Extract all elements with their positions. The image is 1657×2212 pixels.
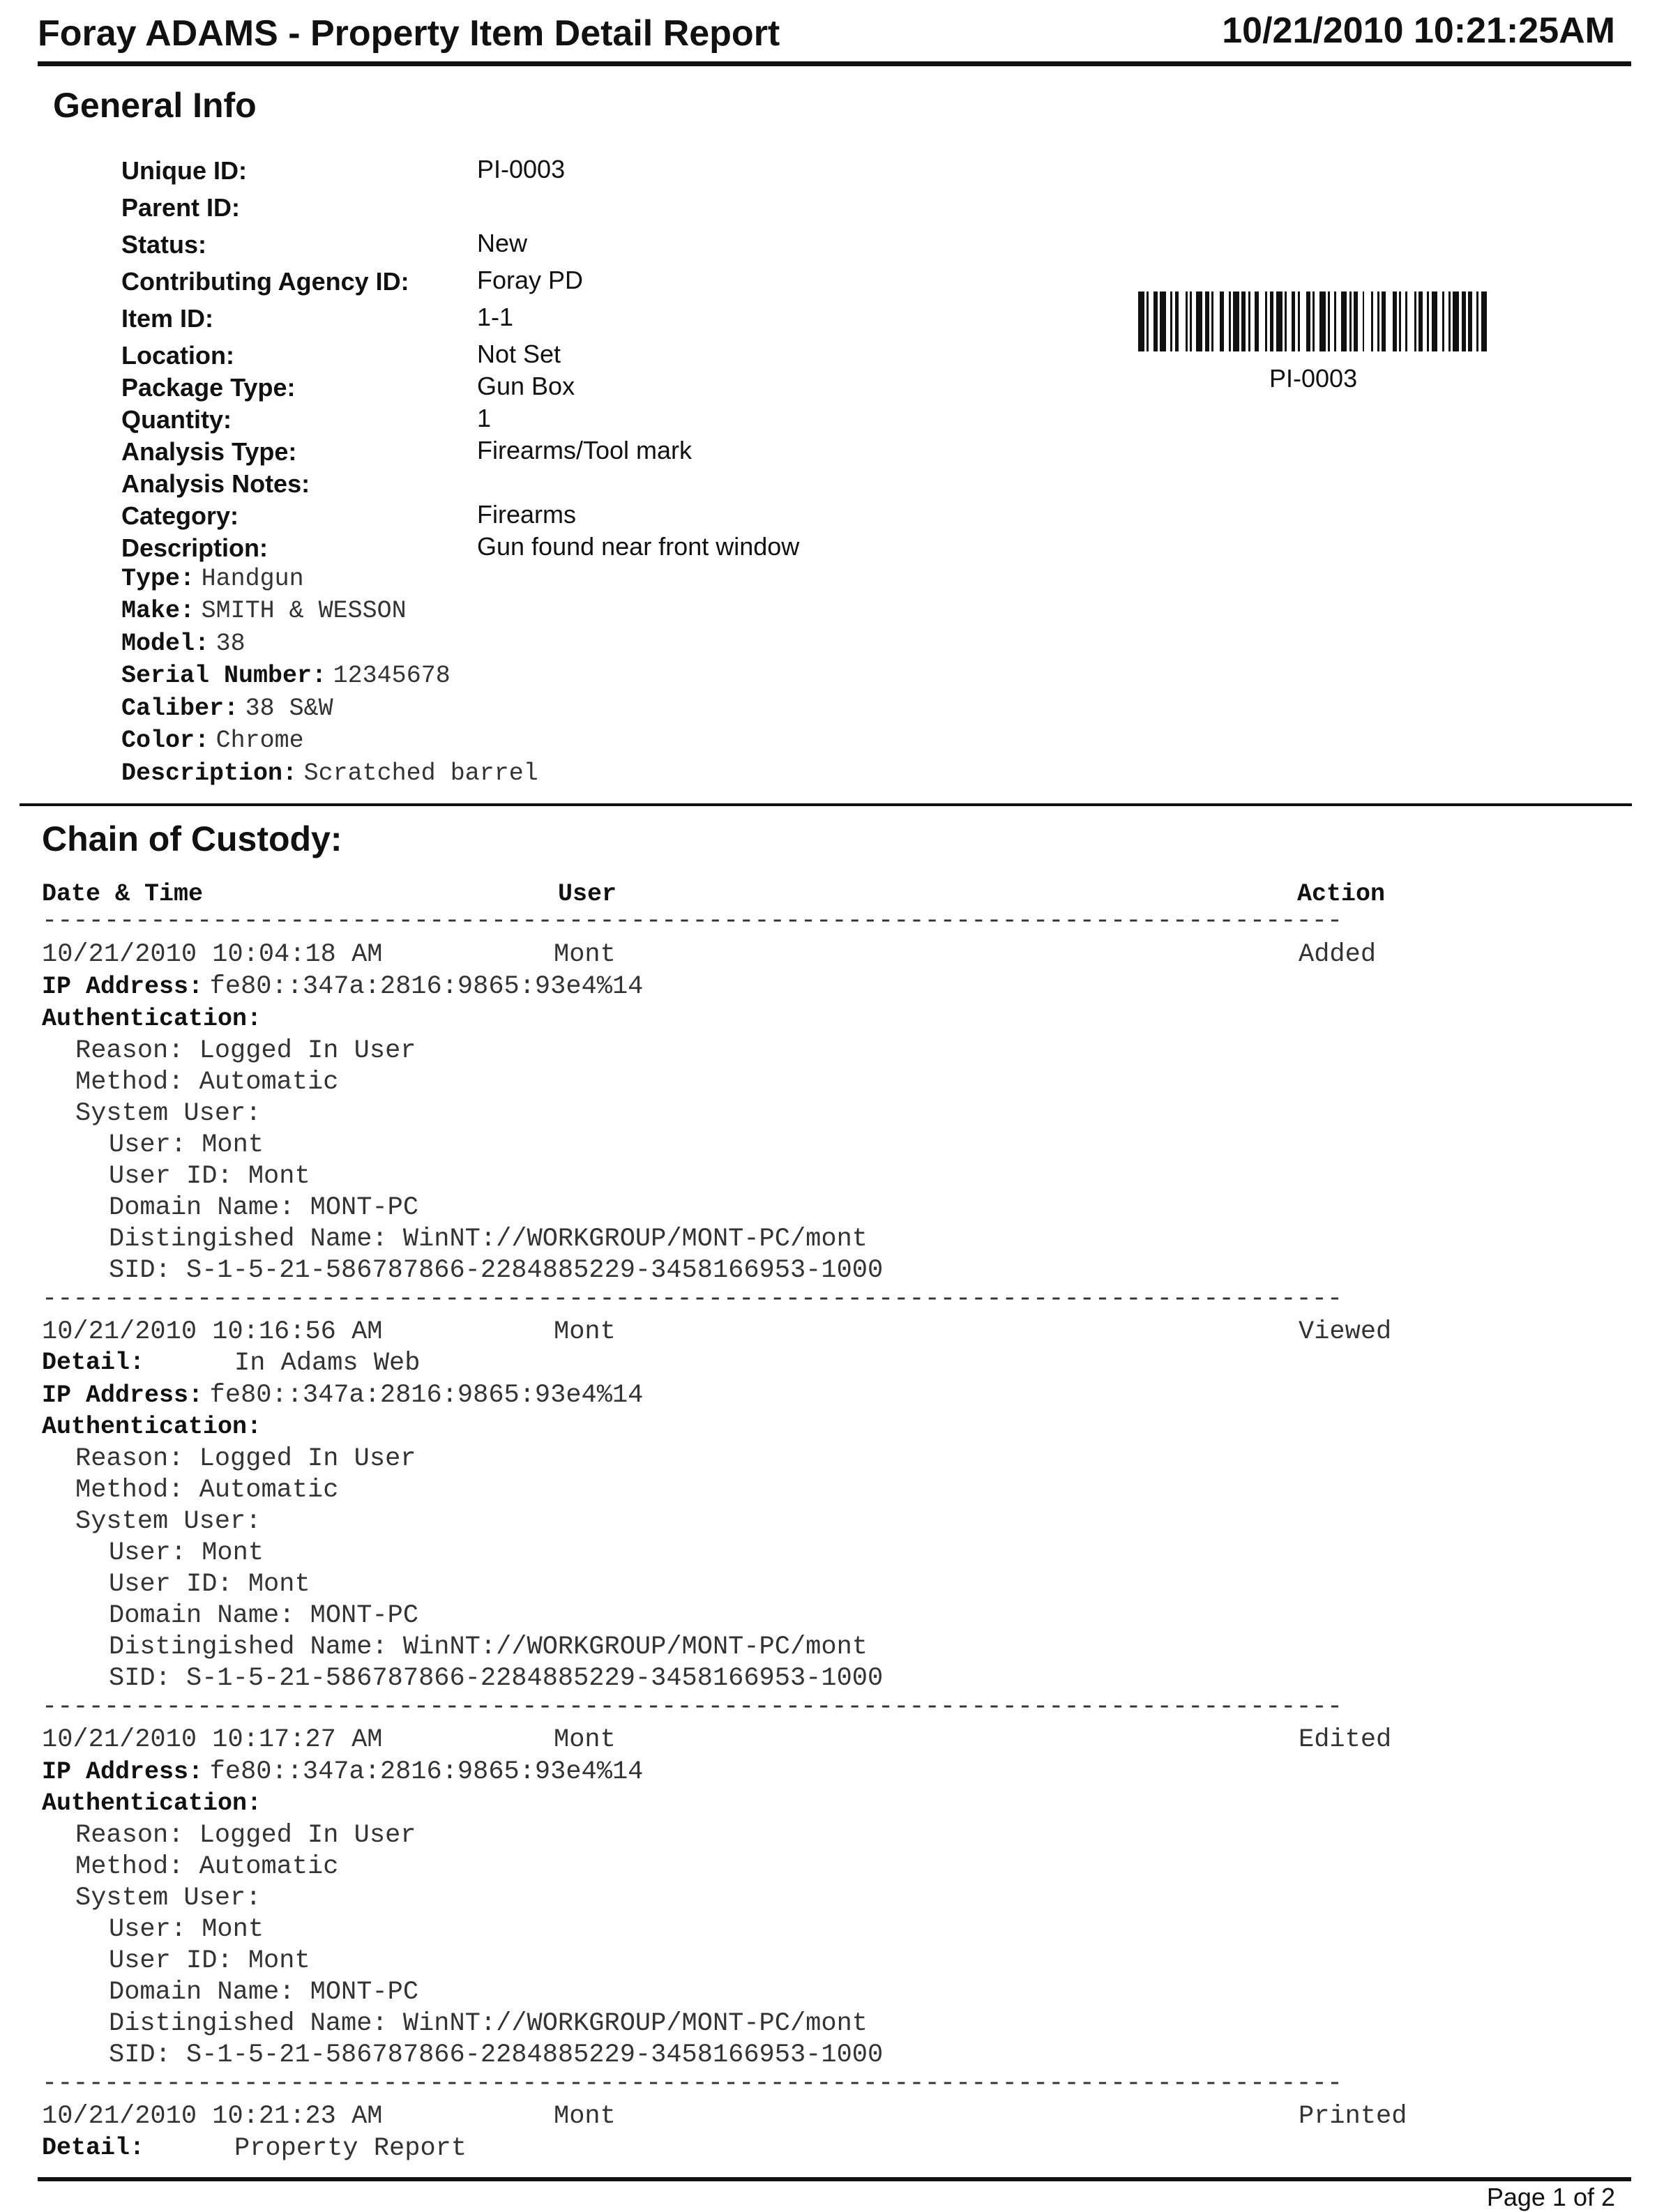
entry-auth-label: Authentication: [42, 1005, 262, 1033]
entry-su-domain: Domain Name: MONT-PC [109, 1978, 419, 2007]
attr-serial-number: Serial Number: 12345678 [121, 662, 451, 690]
entry-action: Viewed [1299, 1317, 1392, 1347]
field-value-package-type: Gun Box [477, 372, 575, 400]
field-label-package-type: Package Type: [121, 373, 296, 402]
barcode-bar [1334, 291, 1336, 351]
entry-auth-reason: Reason: Logged In User [75, 1821, 416, 1850]
field-label-analysis-notes: Analysis Notes: [121, 469, 310, 498]
attr-model: Model: 38 [121, 630, 245, 658]
barcode-bar [1211, 291, 1213, 351]
field-value-status: New [477, 229, 528, 257]
barcode-bar [1349, 291, 1352, 351]
entry-detail: Detail: Property Report [42, 2134, 467, 2163]
chain-of-custody-title: Chain of Custody: [42, 819, 342, 858]
entry-user: Mont [554, 1725, 616, 1755]
barcode-label: PI-0003 [1269, 364, 1358, 393]
attr-type: Type: Handgun [121, 565, 304, 593]
col-header-datetime: Date & Time [42, 880, 204, 908]
barcode-bar [1147, 291, 1149, 351]
field-label-parent-id: Parent ID: [121, 193, 241, 222]
entry-system-user: System User: [75, 1507, 262, 1536]
barcode-bar [1377, 291, 1379, 351]
entry-su-dn: Distingished Name: WinNT://WORKGROUP/MONT-PC/mont [109, 1225, 868, 1254]
entry-su-dn: Distingished Name: WinNT://WORKGROUP/MONT-PC/mont [109, 1633, 868, 1662]
entry-auth-reason: Reason: Logged In User [75, 1444, 416, 1474]
barcode-bar [1255, 291, 1259, 351]
field-value-item-id: 1-1 [477, 303, 514, 331]
section-rule [20, 803, 1632, 806]
field-label-location: Location: [121, 341, 234, 370]
entry-auth-label: Authentication: [42, 1413, 262, 1441]
barcode-bar [1229, 291, 1231, 351]
barcode-bar [1241, 291, 1246, 351]
entry-auth-label: Authentication: [42, 1789, 262, 1817]
entry-su-user-id: User ID: Mont [109, 1946, 310, 1976]
entry-action: Added [1299, 940, 1377, 969]
field-value-unique-id: PI-0003 [477, 155, 566, 183]
field-label-quantity: Quantity: [121, 405, 232, 434]
entry-auth-method: Method: Automatic [75, 1476, 339, 1505]
field-label-category: Category: [121, 501, 239, 530]
attr-color: Color: Chrome [121, 727, 304, 755]
entry-system-user: System User: [75, 1884, 262, 1913]
entry-datetime: 10/21/2010 10:17:27 AM [42, 1725, 383, 1755]
entry-su-sid: SID: S-1-5-21-586787866-2284885229-3458166953-1000 [109, 2040, 884, 2070]
barcode-bar [1341, 291, 1347, 351]
entry-su-user-id: User ID: Mont [109, 1570, 310, 1599]
barcode-bar [1138, 291, 1144, 351]
barcode-bar [1312, 291, 1315, 351]
entry-action: Printed [1299, 2102, 1407, 2131]
barcode-bar [1399, 291, 1401, 351]
barcode-bar [1453, 291, 1459, 351]
entry-datetime: 10/21/2010 10:04:18 AM [42, 940, 383, 969]
attr-caliber: Caliber: 38 S&W [121, 695, 333, 722]
barcode-bar [1196, 291, 1202, 351]
entry-su-user: User: Mont [109, 1538, 264, 1568]
barcode-bar [1248, 291, 1250, 351]
report-datetime: 10/21/2010 10:21:25AM [1222, 10, 1615, 51]
col-header-action: Action [1297, 880, 1386, 908]
barcode-bar [1175, 291, 1179, 351]
entry-system-user: System User: [75, 1099, 262, 1128]
barcode-bar [1476, 291, 1478, 351]
entry-su-domain: Domain Name: MONT-PC [109, 1193, 419, 1222]
barcode-bar [1442, 291, 1444, 351]
entry-detail: Detail: In Adams Web [42, 1349, 421, 1378]
field-label-contributing-agency: Contributing Agency ID: [121, 267, 409, 296]
entry-user: Mont [554, 1317, 616, 1347]
barcode-bar [1382, 291, 1386, 351]
entry-su-user: User: Mont [109, 1915, 264, 1944]
footer-rule [38, 2177, 1631, 2181]
barcode-bar [1481, 291, 1488, 351]
barcode-bar [1190, 291, 1192, 351]
barcode-bar [1265, 291, 1267, 351]
general-info-title: General Info [53, 86, 257, 125]
entry-auth-method: Method: Automatic [75, 1068, 339, 1097]
separator-line: ------------------------------------------------------------------------------------ [42, 2069, 1343, 2098]
barcode-bar [1319, 291, 1326, 351]
barcode-bar [1160, 291, 1166, 351]
barcode-bar [1205, 291, 1209, 351]
barcode-bar [1220, 291, 1224, 351]
barcode-bar [1405, 291, 1407, 351]
attr-description: Description: Scratched barrel [121, 759, 538, 787]
separator-line: ------------------------------------------------------------------------------------ [42, 1285, 1343, 1314]
field-value-location: Not Set [477, 340, 561, 368]
col-header-user: User [558, 880, 617, 908]
barcode-image [1138, 291, 1490, 351]
barcode-bar [1298, 291, 1300, 351]
barcode-bar [1393, 291, 1397, 351]
report-title: Foray ADAMS - Property Item Detail Report [38, 13, 780, 54]
field-label-unique-id: Unique ID: [121, 156, 247, 185]
entry-action: Edited [1299, 1725, 1392, 1755]
attr-make: Make: SMITH & WESSON [121, 597, 407, 625]
entry-su-user: User: Mont [109, 1130, 264, 1160]
barcode-bar [1153, 291, 1158, 351]
field-label-item-id: Item ID: [121, 304, 214, 333]
entry-su-user-id: User ID: Mont [109, 1162, 310, 1191]
barcode-bar [1306, 291, 1310, 351]
field-label-description: Description: [121, 533, 268, 562]
entry-auth-reason: Reason: Logged In User [75, 1036, 416, 1066]
separator-line: ------------------------------------------------------------------------------------ [42, 1692, 1343, 1722]
entry-ip-address: IP Address: fe80::347a:2816:9865:93e4%14 [42, 972, 644, 1001]
separator-line: ------------------------------------------------------------------------------------ [42, 907, 1343, 936]
header-rule [38, 61, 1631, 66]
entry-datetime: 10/21/2010 10:21:23 AM [42, 2102, 383, 2131]
barcode-bar [1276, 291, 1283, 351]
field-value-category: Firearms [477, 500, 576, 529]
barcode-bar [1270, 291, 1274, 351]
entry-user: Mont [554, 940, 616, 969]
entry-ip-address: IP Address: fe80::347a:2816:9865:93e4%14 [42, 1757, 644, 1787]
barcode-bar [1285, 291, 1287, 351]
entry-su-dn: Distingished Name: WinNT://WORKGROUP/MONT-PC/mont [109, 2009, 868, 2038]
field-value-analysis-type: Firearms/Tool mark [477, 436, 693, 464]
barcode-bar [1462, 291, 1466, 351]
field-value-description: Gun found near front window [477, 532, 800, 561]
barcode-bar [1427, 291, 1429, 351]
barcode-bar [1363, 291, 1365, 351]
barcode-bar [1371, 291, 1373, 351]
barcode-bar [1448, 291, 1451, 351]
barcode-bar [1186, 291, 1188, 351]
entry-auth-method: Method: Automatic [75, 1852, 339, 1881]
page-number: Page 1 of 2 [1486, 2183, 1615, 2211]
barcode-bar [1418, 291, 1423, 351]
barcode-bar [1233, 291, 1239, 351]
entry-su-domain: Domain Name: MONT-PC [109, 1601, 419, 1630]
entry-datetime: 10/21/2010 10:16:56 AM [42, 1317, 383, 1347]
field-value-quantity: 1 [477, 404, 492, 432]
field-value-contributing-agency: Foray PD [477, 266, 584, 294]
field-label-analysis-type: Analysis Type: [121, 437, 297, 466]
barcode-bar [1292, 291, 1296, 351]
barcode-bar [1432, 291, 1438, 351]
field-label-status: Status: [121, 230, 207, 259]
barcode-bar [1354, 291, 1358, 351]
entry-user: Mont [554, 2102, 616, 2131]
barcode-bar [1468, 291, 1472, 351]
barcode-bar [1414, 291, 1416, 351]
entry-ip-address: IP Address: fe80::347a:2816:9865:93e4%14 [42, 1381, 644, 1410]
entry-su-sid: SID: S-1-5-21-586787866-2284885229-3458166953-1000 [109, 1664, 884, 1693]
barcode-bar [1170, 291, 1172, 351]
entry-su-sid: SID: S-1-5-21-586787866-2284885229-3458166953-1000 [109, 1256, 884, 1285]
barcode-bar [1328, 291, 1330, 351]
